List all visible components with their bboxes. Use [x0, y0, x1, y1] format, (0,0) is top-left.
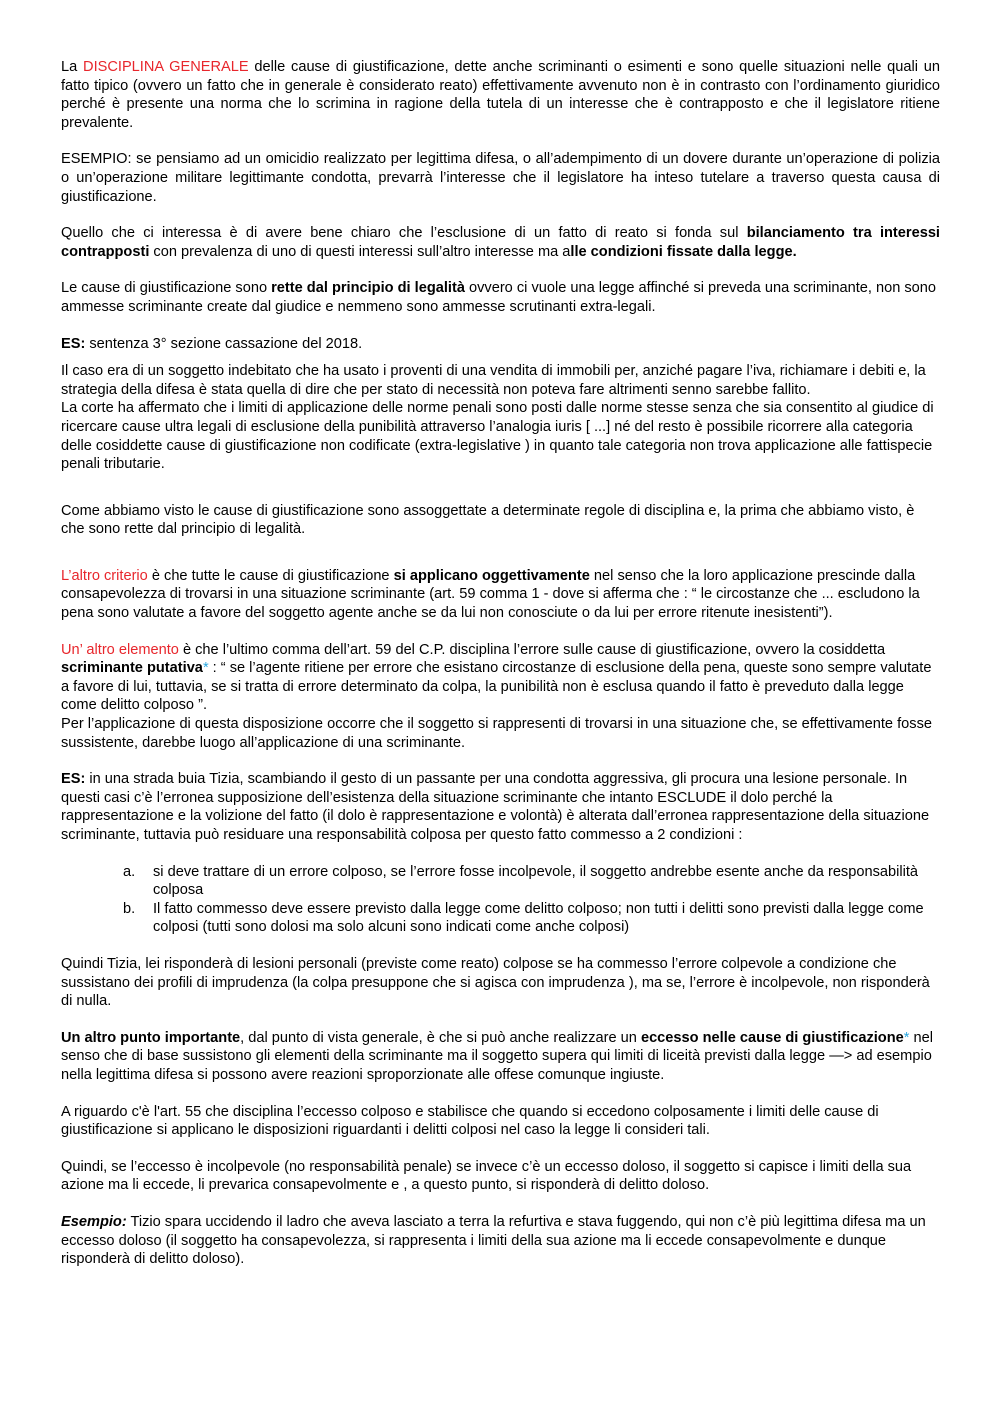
paragraph-es-tizia: ES: in una strada buia Tizia, scambiando il gesto di un passante per una condotta aggressiva, gli procura una lesione personale. In questi casi c’è l’erronea supposizione dell’esistenza della situazione scriminante che intanto ESCLUDE il dolo perché la rappresentazione e la volizione del fatto (il dolo è rappresentazione e volontà) è alterata dall’erronea rappresentazione della situazione scriminante, tuttavia può residuare una responsabilità colposa per questo fatto commesso a 2 condizioni :	[61, 771, 930, 843]
paragraph-bilanciamento: Quello che ci interessa è di avere bene chiaro che l’esclusione di un fatto di reato si fonda sul bilanciamento tra interessi contrapposti con prevalenza di uno di questi interessi sull’altro interesse ma alle condizioni fissate dalla legge.	[61, 225, 940, 260]
paragraph-altro-elemento: Un’ altro elemento è che l’ultimo comma dell’art. 59 del C.P. disciplina l’errore sulle cause di giustificazione, ovvero la cosiddetta scriminante putativa* : “ se l’agente ritiene per errore che esistano circostanze di esclusione della pena, queste sono sempre valutate a favore di lui, tuttavia, se si tratta di errore determinato da colpa, la punibilità non è esclusa quando il fatto è preveduto dalla legge come delitto colposo ”. Per l’applicazione di questa disposizione occorre che il soggetto si rappresenti di trovarsi in una situazione che, se effettivamente fosse sussistente, darebbe luogo all’applicazione di una scriminante.	[61, 641, 932, 751]
bold-applicano-oggettivamente: si applicano oggettivamente	[393, 567, 590, 584]
paragraph-punto-importante: Un altro punto importante, dal punto di vista generale, è che si può anche realizzare un eccesso nelle cause di giustificazione* nel senso che di base sussistono gli elementi della scriminante ma il soggetto supera qui limiti di liceità previsti dalla legge —> ad esempio nella legittima difesa si possono avere reazioni sproporzionate alle offese comunque ingiuste.	[61, 1029, 933, 1083]
highlight-altro-elemento: Un’ altro elemento	[61, 641, 179, 658]
bold-altro-punto: Un altro punto importante	[61, 1029, 241, 1046]
paragraph-es-sentenza: ES: sentenza 3° sezione cassazione del 2018.	[61, 335, 363, 352]
bold-principio-legalita: rette dal principio di legalità	[271, 280, 465, 297]
paragraph-art-55: A riguardo c'è l'art. 55 che disciplina l’eccesso colposo e stabilisce che quando si eccedono colposamente i limiti delle cause di giustificazione si applicano le disposizioni riguardanti i delitti colposi nel caso la legge li consideri tali.	[61, 1103, 879, 1139]
list-marker: b.	[123, 900, 136, 917]
highlight-altro-criterio: L’altro criterio	[61, 567, 148, 584]
paragraph-quindi-tizia: Quindi Tizia, lei risponderà di lesioni personali (previste come reato) colpose se ha commesso l’errore colpevole a condizione che sussistano dei profili di imprudenza (la colpa presuppone che si agisca con imprudenza ), ma se, l’errore è incolpevole, non risponderà di nulla.	[61, 955, 930, 1010]
list-item: b. Il fatto commesso deve essere previsto dalla legge come delitto colposo; non tutti i delitti sono previsti dalla legge come colposi (tutti sono dolosi ma solo alcuni sono indicati come anche colposi)	[123, 900, 924, 936]
paragraph-disciplina-generale: La DISCIPLINA GENERALE delle cause di giustificazione, dette anche scriminanti o esimenti e sono quelle situazioni nelle quali un fatto tipico (ovvero un fatto che in generale è considerato reato) effettivamente avvenuto non è in contrasto con l’ordinamento giuridico perché è presente una norma che lo scrimina in ragione della tutela di un interesse che è contrapposto e che il legislatore ritiene prevalente.	[61, 59, 940, 131]
bold-condizioni-legge: lle condizioni fissate dalla legge.	[570, 243, 797, 260]
highlight-disciplina-generale: DISCIPLINA GENERALE	[83, 59, 249, 75]
asterisk-footnote-marker: *	[202, 660, 209, 677]
list-marker: a.	[123, 863, 136, 880]
paragraph-altro-criterio: L’altro criterio è che tutte le cause di giustificazione si applicano oggettivamente nel senso che la loro applicazione prescinde dalla consapevolezza di trovarsi in una situazione scriminante (art. 59 comma 1 - dove si afferma che : “ le circostanze che ... escludono la pena sono valutate a favore del soggetto agente anche se da lui non conosciute o da lui per errore ritenute inesistenti”).	[61, 567, 920, 622]
paragraph-esempio: ESEMPIO: se pensiamo ad un omicidio realizzato per legittima difesa, o all’adempimento di un dovere durante un’operazione di polizia o un’operazione militare legittimante condotta, prevarrà l’interesse che il legislatore ha inteso tutelare a traverso questa causa di giustificazione.	[61, 151, 940, 205]
bold-es-label: ES:	[61, 335, 86, 352]
paragraph-eccesso-doloso: Quindi, se l’eccesso è incolpevole (no responsabilità penale) se invece c’è un eccesso doloso, il soggetto si capisce i limiti della sua azione ma li eccede, li prevarica consapevolmente e , a questo punto, si risponderà di delitto doloso.	[61, 1158, 912, 1194]
bold-eccesso: eccesso nelle cause di giustificazione	[640, 1029, 904, 1046]
paragraph-principio-legalita: Le cause di giustificazione sono rette dal principio di legalità ovvero ci vuole una legge affinché si preveda una scriminante, non sono ammesse scriminante create dal giudice e nemmeno sono ammesse scrutinanti extra-legali.	[61, 280, 937, 315]
bold-italic-esempio: Esempio:	[61, 1213, 127, 1230]
conditions-list	[61, 863, 940, 937]
list-item: a. si deve trattare di un errore colposo, se l’errore fosse incolpevole, il soggetto andrebbe esente anche da responsabilità colposa	[123, 863, 919, 899]
bold-es-label: ES:	[61, 771, 86, 788]
paragraph-caso: Il caso era di un soggetto indebitato che ha usato i proventi di una vendita di immobili per, anziché pagare l’iva, richiamare i debiti e, la strategia della difesa è stata quella di dire che per stato di necessità non poteva fare altrimenti senno sarebbe fallito. La corte ha affermato che i limiti di applicazione delle norme penali sono posti dalle norme stesse senza che sia consentito al giudice di ricercare cause ultra legali di esclusione della punibilità attraverso l’analogia iuris [ ...] né del resto è possibile ricorrere alla categoria delle cosiddette cause di giustificazione non codificate (extra-legislative ) in quanto tale categoria non trova applicazione alle fattispecie penali tributarie.	[61, 363, 934, 473]
paragraph-come-abbiamo-visto: Come abbiamo visto le cause di giustificazione sono assoggettate a determinate regole di disciplina e, la prima che abbiamo visto, è che sono rette dal principio di legalità.	[61, 502, 915, 538]
document-page	[61, 58, 940, 1269]
paragraph-esempio-tizio: Esempio: Tizio spara uccidendo il ladro che aveva lasciato a terra la refurtiva e stava fuggendo, qui non c’è più legittima difesa ma un eccesso doloso (il soggetto ha consapevolezza, si rappresenta i limiti della sua azione ma li eccede consapevolmente e dunque risponderà di delitto doloso).	[61, 1213, 926, 1268]
bold-bilanciamento: bilanciamento tra interessi contrapposti	[61, 225, 940, 260]
bold-scriminante-putativa: scriminante putativa	[61, 660, 203, 677]
asterisk-footnote-marker: *	[903, 1029, 910, 1046]
